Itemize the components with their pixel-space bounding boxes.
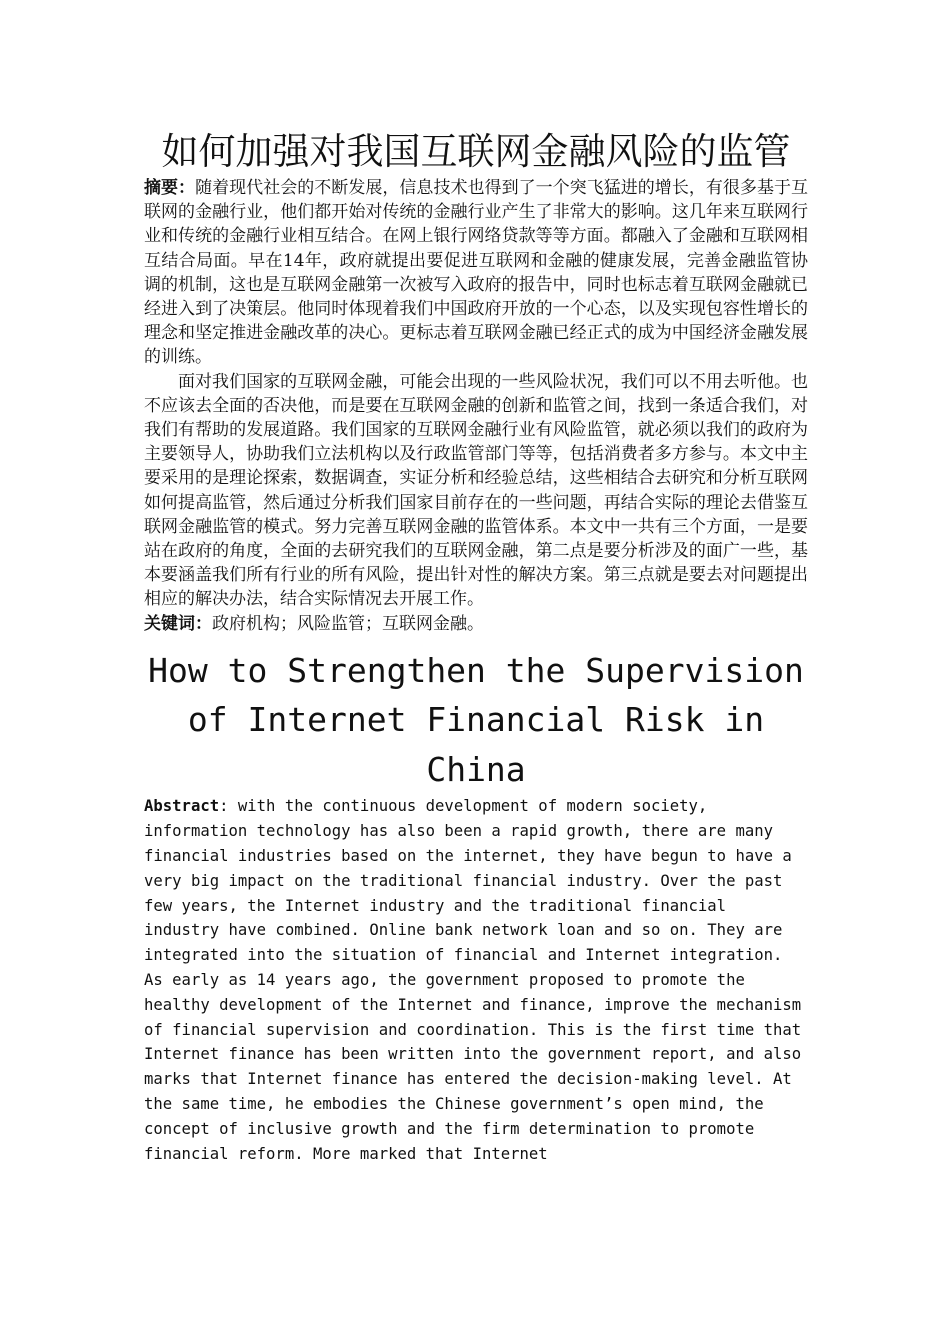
- english-title: How to Strengthen the Supervision of Internet Financial Risk in China: [148, 650, 804, 789]
- chinese-abstract: [144, 176, 808, 370]
- chinese-abstract-label: 摘要：: [144, 178, 196, 198]
- chinese-title: 如何加强对我国互联网金融风险的监管: [161, 130, 791, 173]
- chinese-keywords: [144, 612, 808, 636]
- chinese-keywords-text: 政府机构；风险监管；互联网金融。: [212, 613, 484, 634]
- english-abstract-label: Abstract: [144, 797, 220, 816]
- chinese-keywords-label: 关键词：: [144, 613, 212, 634]
- chinese-abstract-text: 随着现代社会的不断发展，信息技术也得到了一个突飞猛进的增长，有很多基于互联网的金融行业，他们都开始对传统的金融行业产生了非常大的影响。这几年来互联网行业和传统的金融行业相互结合。在网上银行网络贷款等等方面。都融入了金融和互联网相互结合局面。早在14年，政府就提出要促进互联网和金融的健康发展，完善金融监管协调的机制，这也是互联网金融第一次被写入政府的报告中，同时也标志着互联网金融就已经进入到了决策层。他同时体现着我们中国政府开放的一个心态，以及实现包容性增长的理念和坚定推进金融改革的决心。更标志着互联网金融已经正式的成为中国经济金融发展的训练。: [144, 178, 809, 368]
- english-abstract: [144, 794, 808, 1166]
- chinese-paragraph-2: 面对我们国家的互联网金融，可能会出现的一些风险状况，我们可以不用去听他。也不应该去全面的否决他，而是要在互联网金融的创新和监管之间，找到一条适合我们，对我们有帮助的发展道路。我们国家的互联网金融行业有风险监管，就必须以我们的政府为主要领导人，协助我们立法机构以及行政监管部门等等，包括消费者多方参与。本文中主要采用的是理论探索，数据调查，实证分析和经验总结，这些相结合去研究和分析互联网如何提高监管，然后通过分析我们国家目前存在的一些问题，再结合实际的理论去借鉴互联网金融监管的模式。努力完善互联网金融的监管体系。本文中一共有三个方面，一是要站在政府的角度，全面的去研究我们的互联网金融，第二点是要分析涉及的面广一些，基本要涵盖我们所有行业的所有风险，提出针对性的解决方案。第三点就是要去对问题提出相应的解决办法，结合实际情况去开展工作。: [144, 371, 808, 610]
- document-page: [144, 128, 808, 1166]
- english-abstract-text: : with the continuous development of modern society, information technology has also been a rapid growth, there are many financial industries based on the internet, they have begun to have a very big impact on the traditional financial industry. Over the past few years, the Internet industry and the traditional financial industry have combined. Online bank network loan and so on. They are integrated into the situation of financial and Internet integration. As early as 14 years ago, the government proposed to promote the healthy development of the Internet and finance, improve the mechanism of financial supervision and coordination. This is the first time that Internet finance has been written into the government report, and also marks that Internet finance has entered the decision-making level. At the same time, he embodies the Chinese government’s open mind, the concept of inclusive growth and the firm determination to promote financial reform. More marked that Internet: [144, 797, 802, 1163]
